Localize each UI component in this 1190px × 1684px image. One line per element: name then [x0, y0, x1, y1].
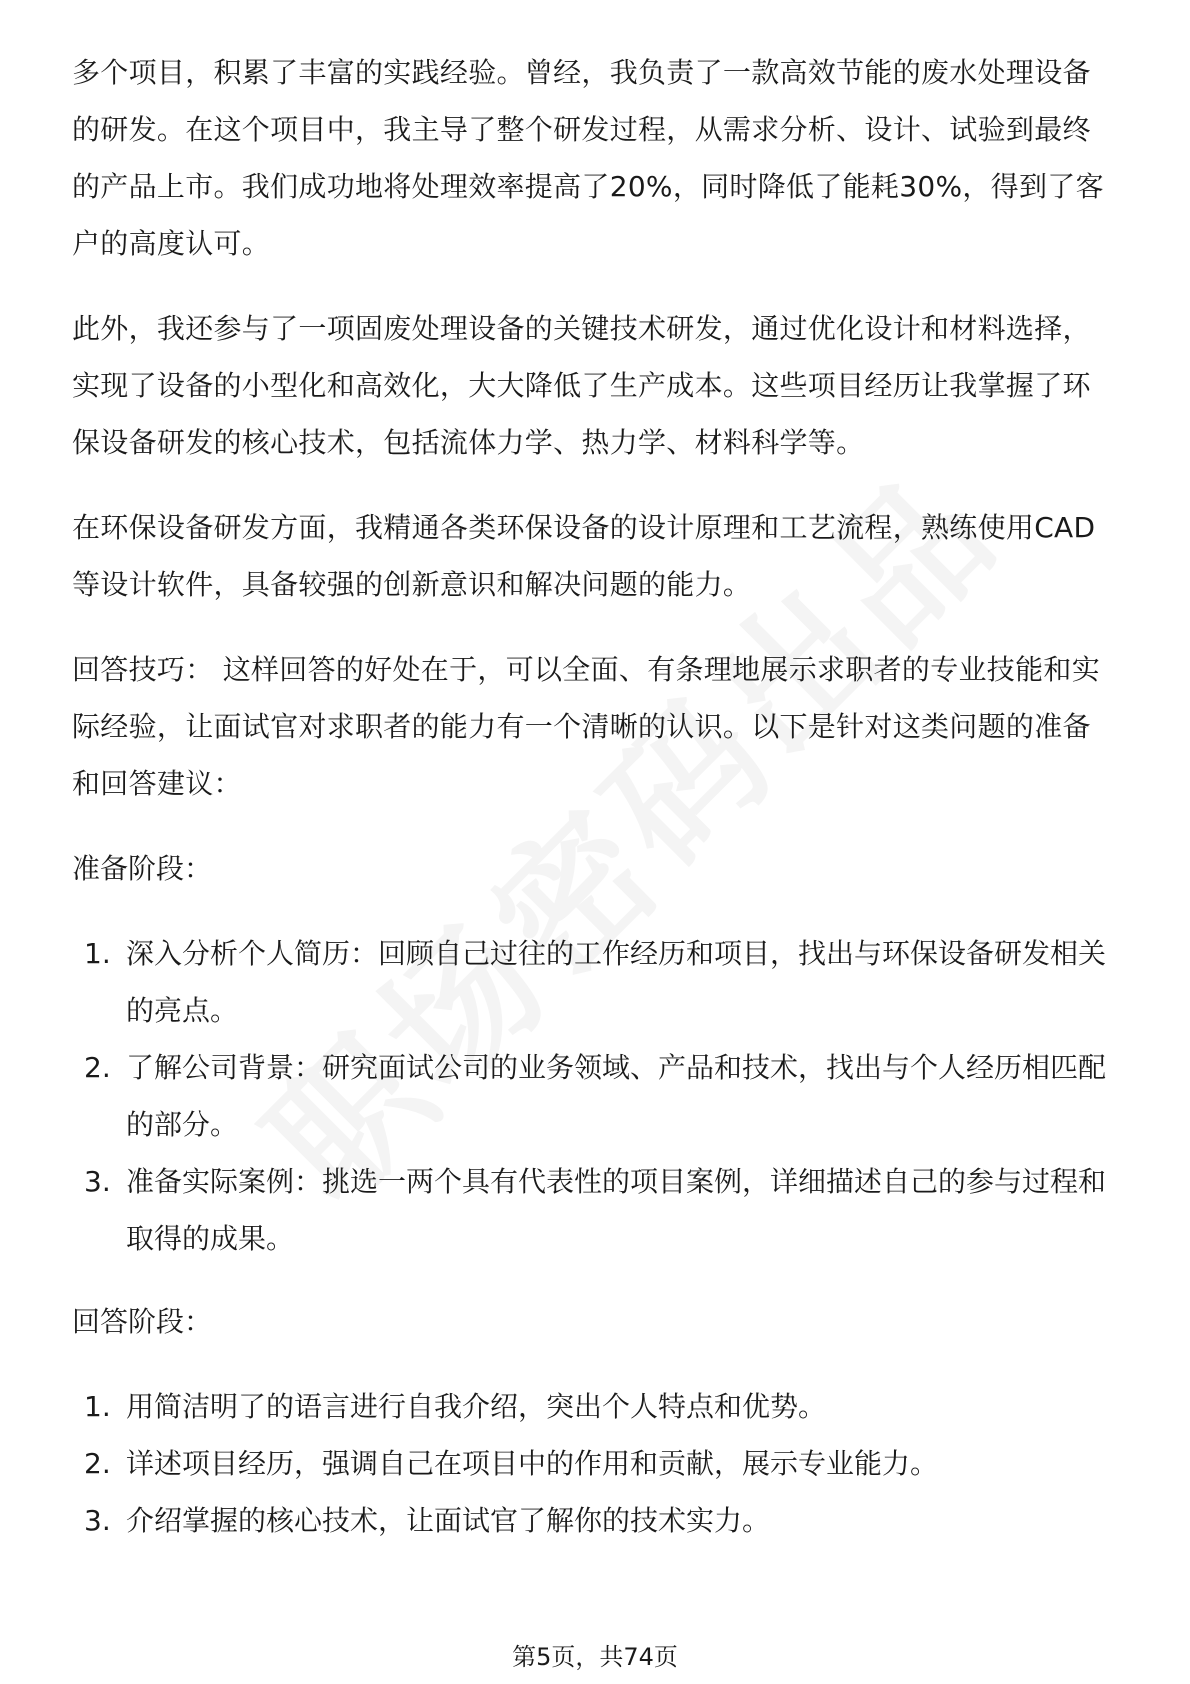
list-item-text: 介绍掌握的核心技术，让面试官了解你的技术实力。: [126, 1504, 771, 1537]
list-number: 1.: [84, 937, 111, 970]
list-item: [72, 1153, 1112, 1267]
paragraph-design-skills: 在环保设备研发方面，我精通各类环保设备的设计原理和工艺流程，熟练使用CAD等设计软件，具备较强的创新意识和解决问题的能力。: [72, 511, 1096, 601]
page-number-footer: 第5页，共74页: [512, 1643, 678, 1671]
list-number: 3.: [84, 1165, 111, 1198]
paragraph-solid-waste: 此外，我还参与了一项固废处理设备的关键技术研发，通过优化设计和材料选择，实现了设备的小型化和高效化，大大降低了生产成本。这些项目经历让我掌握了环保设备研发的核心技术，包括流体力学、热力学、材料科学等。: [72, 312, 1091, 459]
answer-list: [72, 1378, 1112, 1549]
list-number: 2.: [84, 1051, 111, 1084]
list-number: 1.: [84, 1390, 111, 1423]
list-item: [72, 1435, 1112, 1492]
heading-prep-stage: 准备阶段：: [72, 852, 213, 885]
paragraph-project-experience: 多个项目，积累了丰富的实践经验。曾经，我负责了一款高效节能的废水处理设备的研发。在这个项目中，我主导了整个研发过程，从需求分析、设计、试验到最终的产品上市。我们成功地将处理效率提高了20%，同时降低了能耗30%，得到了客户的高度认可。: [72, 56, 1104, 260]
list-number: 3.: [84, 1504, 111, 1537]
list-item: [72, 1378, 1112, 1435]
paragraph-answer-tips: 回答技巧： 这样回答的好处在于，可以全面、有条理地展示求职者的专业技能和实际经验，让面试官对求职者的能力有一个清晰的认识。以下是针对这类问题的准备和回答建议：: [72, 653, 1101, 800]
list-item: [72, 1492, 1112, 1549]
heading-answer-stage: 回答阶段：: [72, 1305, 213, 1338]
list-item-text: 深入分析个人简历：回顾自己过往的工作经历和项目，找出与环保设备研发相关的亮点。: [126, 937, 1107, 1027]
list-item-text: 了解公司背景：研究面试公司的业务领域、产品和技术，找出与个人经历相匹配的部分。: [126, 1051, 1107, 1141]
list-item-text: 准备实际案例：挑选一两个具有代表性的项目案例，详细描述自己的参与过程和取得的成果。: [126, 1165, 1107, 1255]
list-item: [72, 1039, 1112, 1153]
page-content: [72, 44, 1112, 1575]
list-item-text: 详述项目经历，强调自己在项目中的作用和贡献，展示专业能力。: [126, 1447, 939, 1480]
list-item: [72, 925, 1112, 1039]
list-item-text: 用简洁明了的语言进行自我介绍，突出个人特点和优势。: [126, 1390, 827, 1423]
list-number: 2.: [84, 1447, 111, 1480]
prep-list: [72, 925, 1112, 1267]
